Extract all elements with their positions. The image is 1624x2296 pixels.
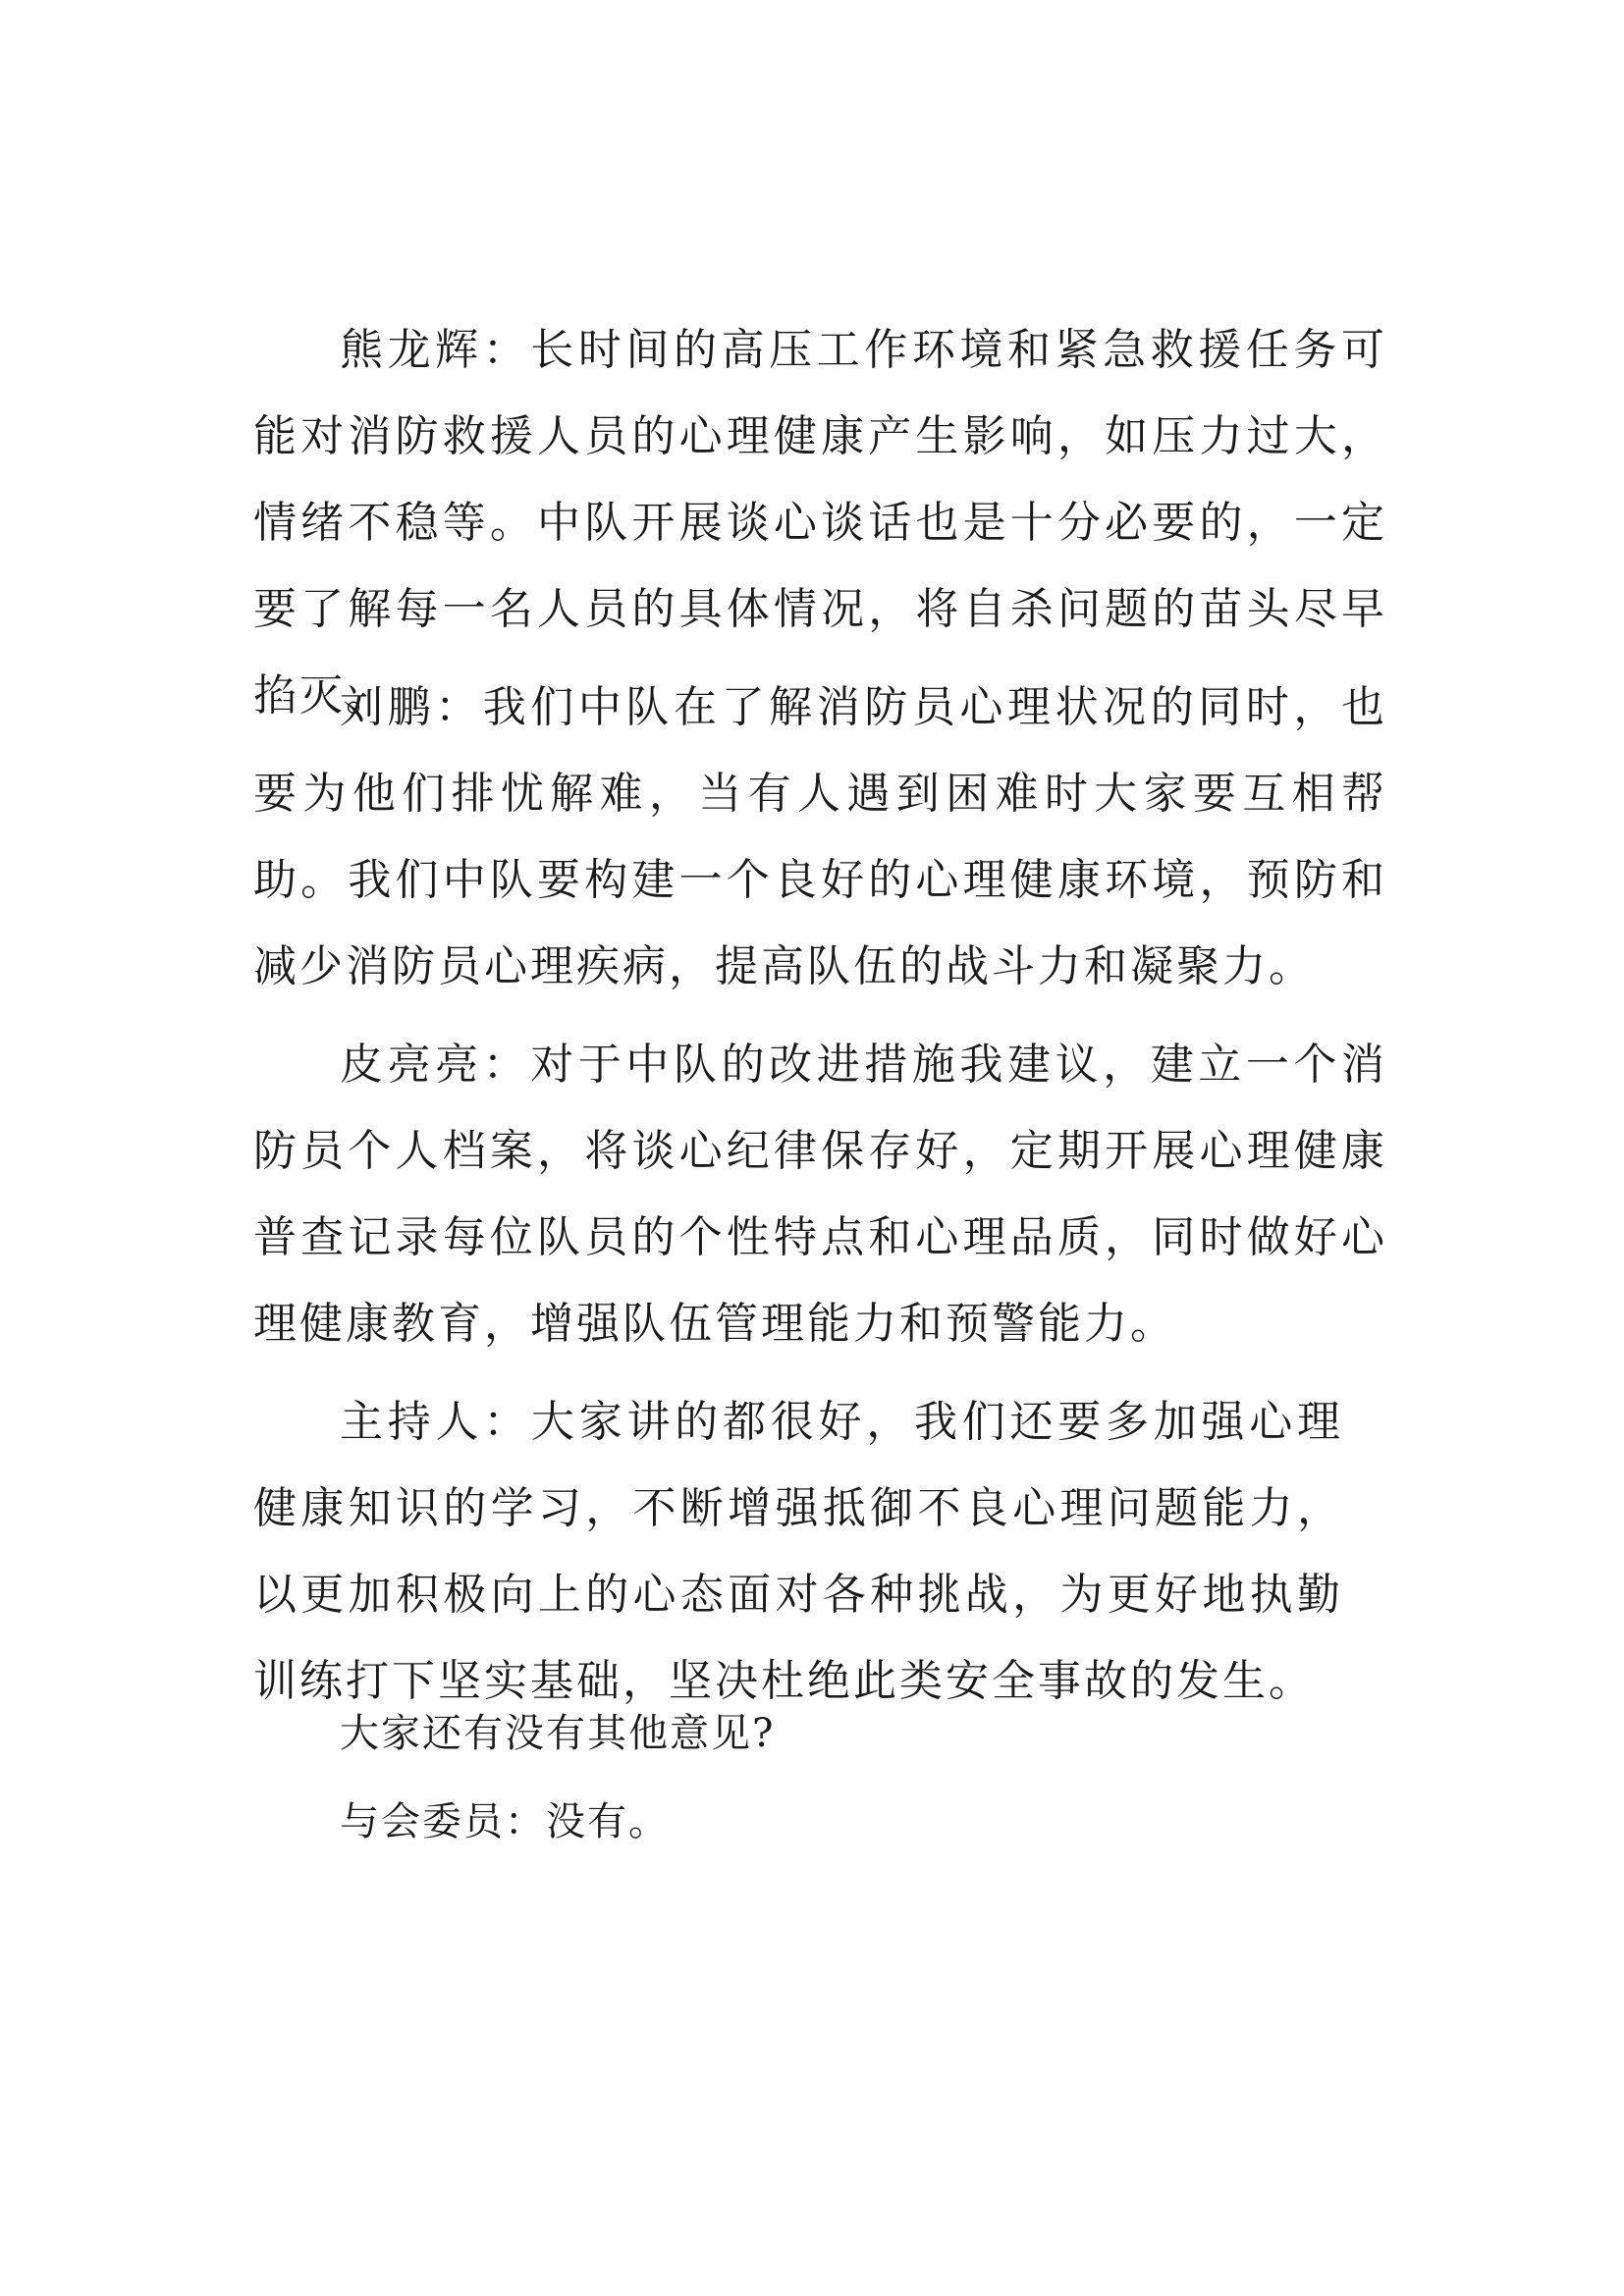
paragraph-xiong-longhui: 熊龙辉：长时间的高压工作环境和紧急救援任务可能对消防救援人员的心理健康产生影响，如压力过大，情绪不稳等。中队开展谈心谈话也是十分必要的，一定要了解每一名人员的具体情况，将自杀问题的苗头尽早掐灭。 bbox=[253, 325, 1387, 721]
paragraph-liu-peng: 刘鹏：我们中队在了解消防员心理状况的同时，也要为他们排忧解难，当有人遇到困难时大家要互相帮助。我们中队要构建一个良好的心理健康环境，预防和减少消防员心理疾病，提高队伍的战斗力和凝聚力。 bbox=[253, 682, 1387, 991]
paragraph-host: 主持人：大家讲的都很好，我们还要多加强心理健康知识的学习，不断增强抵御不良心理问题能力，以更加积极向上的心态面对各种挑战，为更好地执勤训练打下坚实基础，坚决杜绝此类安全事故的发生。 bbox=[253, 1397, 1343, 1706]
paragraph-pi-liangliang: 皮亮亮：对于中队的改进措施我建议，建立一个消防员个人档案，将谈心纪律保存好，定期开展心理健康普查记录每位队员的个性特点和心理品质，同时做好心理健康教育，增强队伍管理能力和预警能力。 bbox=[253, 1040, 1387, 1349]
closing-question: 大家还有没有其他意见? bbox=[340, 1711, 776, 1756]
closing-reply: 与会委员：没有。 bbox=[340, 1799, 670, 1844]
